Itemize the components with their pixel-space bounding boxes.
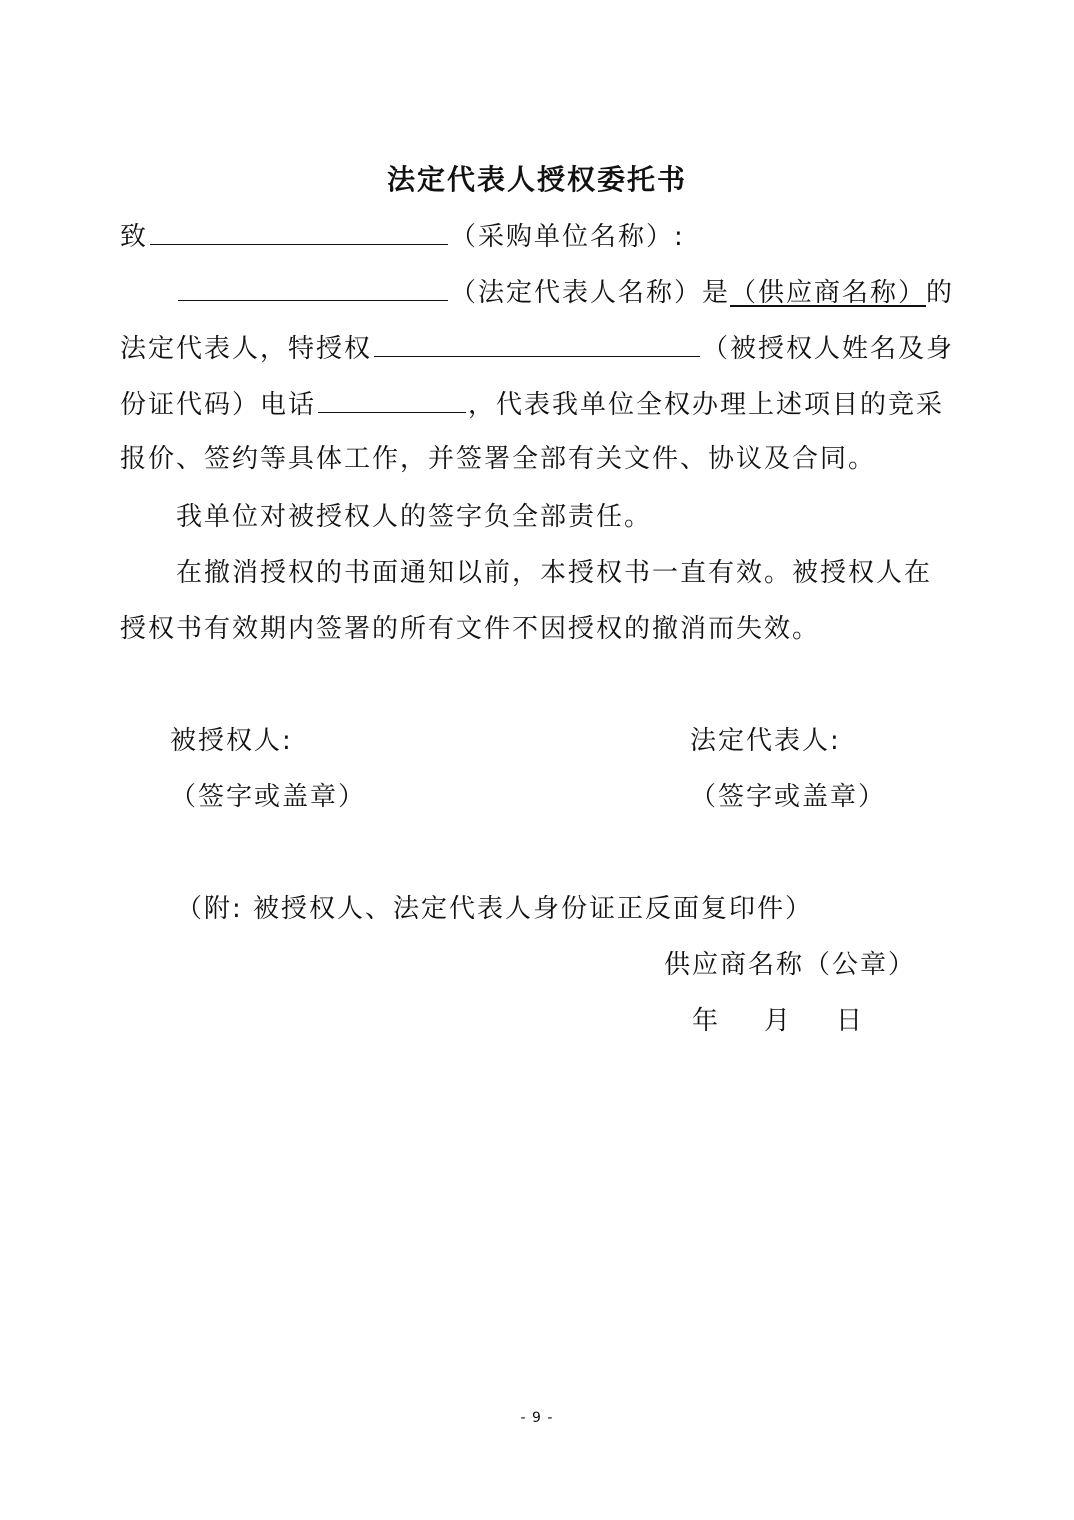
authorize-prefix: 法定代表人，特授权 — [120, 334, 373, 364]
legal-rep-label: 法定代表人: — [690, 726, 841, 756]
legal-rep-suffix: 的 — [926, 278, 955, 308]
responsibility-paragraph: 我单位对被授权人的签字负全部责任。 — [176, 502, 653, 532]
date-year: 年 — [692, 1006, 721, 1036]
phone-blank[interactable] — [318, 386, 466, 413]
addressee-suffix: （采购单位名称）: — [450, 222, 685, 252]
legal-rep-middle: （法定代表人名称）是 — [450, 278, 731, 308]
authorize-suffix: （被授权人姓名及身 — [702, 334, 955, 364]
scope-line: 报价、签约等具体工作，并签署全部有关文件、协议及合同。 — [120, 444, 877, 474]
validity-paragraph-line2: 授权书有效期内签署的所有文件不因授权的撤消而失效。 — [120, 614, 821, 644]
authorized-person-sign: （签字或盖章） — [170, 782, 367, 812]
date-month: 月 — [764, 1006, 793, 1036]
authorized-person-blank[interactable] — [374, 330, 700, 357]
legal-rep-name-blank[interactable] — [178, 274, 448, 301]
legal-rep-line — [176, 274, 954, 310]
addressee-line — [120, 218, 685, 254]
addressee-prefix: 致 — [120, 222, 149, 252]
phone-prefix: 份证代码）电话 — [120, 390, 317, 420]
validity-paragraph-line1: 在撤消授权的书面通知以前，本授权书一直有效。被授权人在 — [176, 558, 933, 588]
phone-suffix: ，代表我单位全权办理上述项目的竞采 — [468, 390, 945, 420]
legal-rep-sign: （签字或盖章） — [690, 782, 887, 812]
phone-line — [120, 386, 944, 422]
purchaser-name-blank[interactable] — [150, 218, 448, 245]
attachment-note: （附: 被授权人、法定代表人身份证正反面复印件） — [176, 894, 814, 924]
supplier-seal-label: 供应商名称（公章） — [664, 950, 917, 980]
supplier-name-underlined: （供应商名称） — [730, 278, 927, 308]
authorized-person-label: 被授权人: — [170, 726, 293, 756]
date-day: 日 — [836, 1006, 865, 1036]
document-title: 法定代表人授权委托书 — [386, 163, 687, 196]
page-number: - 9 - — [520, 1410, 554, 1426]
authorize-line — [120, 330, 954, 366]
